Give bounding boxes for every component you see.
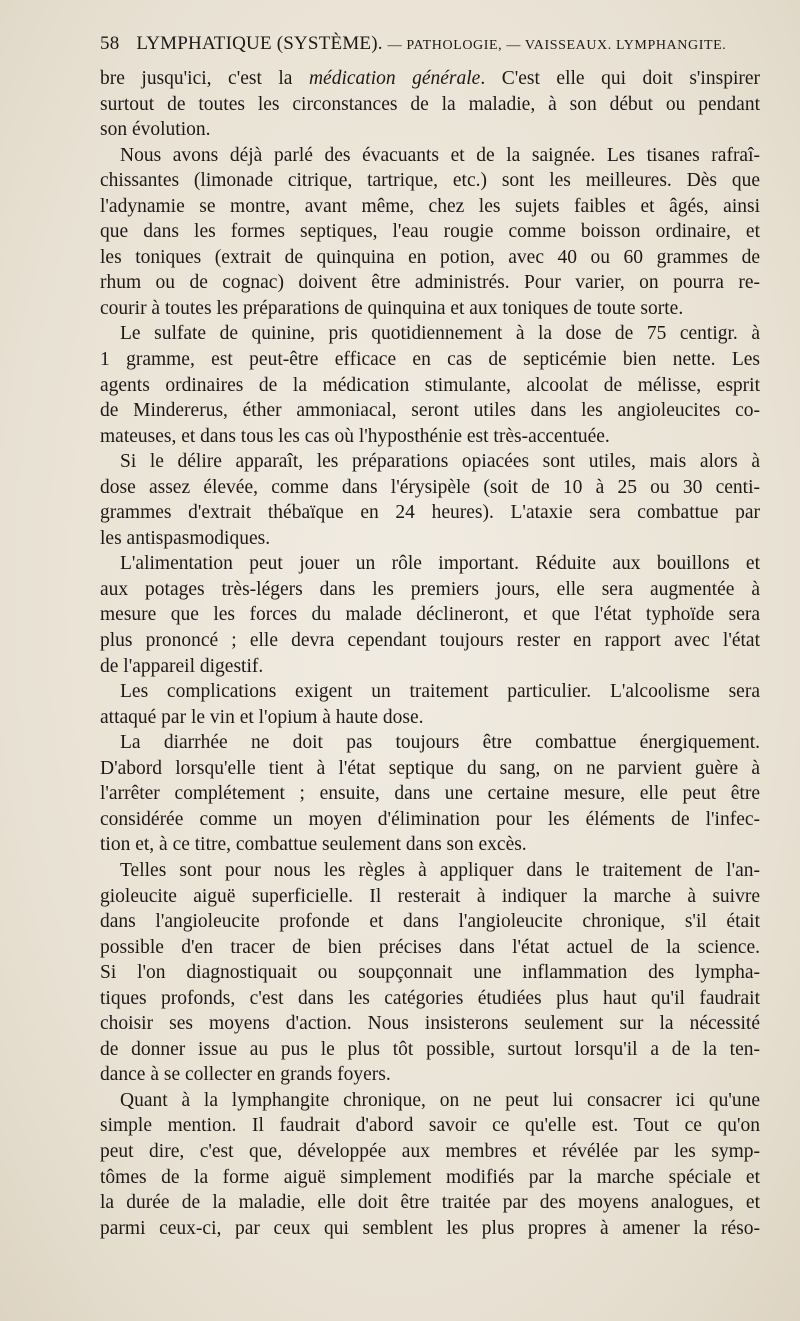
text-line: la durée de la maladie, elle doit être traitée par des moyens analogues, et [100, 1192, 760, 1214]
text-line: l'adynamie se montre, avant même, chez les sujets faibles et âgés, ainsi [100, 195, 760, 217]
text-line: Les complications exigent un traitement particulier. L'alcoolisme sera [120, 681, 760, 703]
text-line: Telles sont pour nous les règles à appliquer dans le traitement de l'an- [120, 859, 760, 881]
text-line: mesure que les forces du malade déclineront, et que l'état typhoïde sera [100, 604, 760, 626]
text-line: La diarrhée ne doit pas toujours être combattue énergiquement. [120, 732, 760, 754]
text-line: simple mention. Il faudrait d'abord savoir ce qu'elle est. Tout ce qu'on [100, 1115, 760, 1137]
text-line: les toniques (extrait de quinquina en potion, avec 40 ou 60 grammes de [100, 246, 760, 268]
text-line: considérée comme un moyen d'élimination pour les éléments de l'infec- [100, 808, 760, 830]
text-line: dose assez élevée, comme dans l'érysipèle (soit de 10 à 25 ou 30 centi- [100, 476, 760, 498]
running-header [100, 33, 760, 55]
text-line: parmi ceux-ci, par ceux qui semblent les plus propres à amener la réso- [100, 1217, 760, 1239]
header-system: (SYSTÈME). [276, 33, 383, 54]
text-line: dans l'angioleucite profonde et dans l'angioleucite chronique, s'il était [100, 911, 760, 933]
text-line: choisir ses moyens d'action. Nous insisterons seulement sur la nécessité [100, 1013, 760, 1035]
text-line: D'abord lorsqu'elle tient à l'état septique du sang, on ne parvient guère à [100, 757, 760, 779]
text-line: possible d'en tracer de bien précises dans l'état actuel de la science. [100, 936, 760, 958]
text-line: les antispasmodiques. [100, 527, 271, 549]
text-line: Le sulfate de quinine, pris quotidiennement à la dose de 75 centigr. à [120, 323, 760, 345]
text-line: gioleucite aiguë superficielle. Il resterait à indiquer la marche à suivre [100, 885, 760, 907]
text-line: tômes de la forme aiguë simplement modifiés par la marche spéciale et [100, 1166, 760, 1188]
text-line: l'arrêter complétement ; ensuite, dans une certaine mesure, elle peut être [100, 783, 760, 805]
text-line: aux potages très-légers dans les premiers jours, elle sera augmentée à [100, 578, 760, 600]
text-line: surtout de toutes les circonstances de la maladie, à son début ou pendant [100, 93, 760, 115]
text-line: tiques profonds, c'est dans les catégories étudiées plus haut qu'il faudrait [100, 987, 760, 1009]
text-line: de l'appareil digestif. [100, 655, 264, 677]
page-number: 58 [100, 33, 120, 54]
text-line: de Mindererus, éther ammoniacal, seront utiles dans les angioleucites co- [100, 400, 760, 422]
text-line: chissantes (limonade citrique, tartrique, etc.) sont les meilleures. Dès que [100, 170, 760, 192]
text-line: Si l'on diagnostiquait ou soupçonnait une inflammation des lympha- [100, 962, 760, 984]
text-line: plus prononcé ; elle devra cependant toujours rester en rapport avec l'état [100, 630, 760, 652]
text-line: courir à toutes les préparations de quinquina et aux toniques de toute sorte. [100, 297, 684, 319]
text-line: 1 gramme, est peut-être efficace en cas de septicémie bien nette. Les [100, 349, 760, 371]
header-title: LYMPHATIQUE [136, 33, 272, 54]
text-line: Quant à la lymphangite chronique, on ne peut lui consacrer ici qu'une [120, 1089, 760, 1111]
text-line: mateuses, et dans tous les cas où l'hyposthénie est très-accentuée. [100, 425, 610, 447]
text-line: peut dire, c'est que, développée aux membres et révélée par les symp- [100, 1140, 760, 1162]
text-line: rhum ou de cognac) doivent être administrés. Pour varier, on pourra re- [100, 272, 760, 294]
text-line: attaqué par le vin et l'opium à haute dose. [100, 706, 424, 728]
text-line: grammes d'extrait thébaïque en 24 heures). L'ataxie sera combattue par [100, 502, 760, 524]
header-section: — PATHOLOGIE, — VAISSEAUX. LYMPHANGITE. [387, 38, 727, 53]
text-line: agents ordinaires de la médication stimulante, alcoolat de mélisse, esprit [100, 374, 760, 396]
text-line: bre jusqu'ici, c'est la médication générale. C'est elle qui doit s'inspirer [100, 68, 760, 89]
text-line: de donner issue au pus le plus tôt possible, surtout lorsqu'il a de la ten- [100, 1038, 760, 1060]
text-line: L'alimentation peut jouer un rôle important. Réduite aux bouillons et [120, 553, 760, 575]
text-line: que dans les formes septiques, l'eau rougie comme boisson ordinaire, et [100, 221, 760, 243]
body-text [100, 66, 760, 1241]
text-line: son évolution. [100, 119, 211, 141]
text-line: tion et, à ce titre, combattue seulement dans son excès. [100, 834, 527, 856]
text-line: Si le délire apparaît, les préparations opiacées sont utiles, mais alors à [120, 451, 760, 473]
text-line: Nous avons déjà parlé des évacuants et de la saignée. Les tisanes rafraî- [120, 144, 760, 166]
text-line: dance à se collecter en grands foyers. [100, 1064, 391, 1086]
